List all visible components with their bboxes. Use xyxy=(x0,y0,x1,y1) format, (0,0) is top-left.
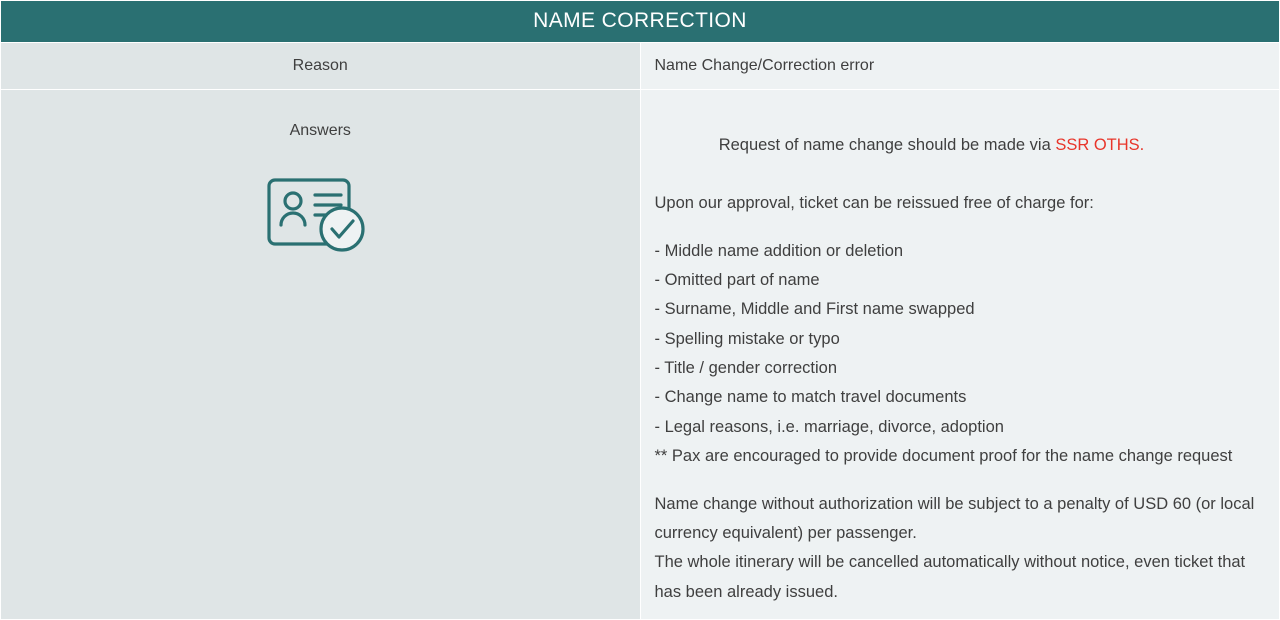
ssr-oths-highlight: SSR OTHS. xyxy=(1055,135,1145,154)
title-row xyxy=(1,1,1280,43)
list-item: - Change name to match travel documents xyxy=(654,388,967,407)
answers-note: ** Pax are encouraged to provide document proof for the name change request xyxy=(654,447,1233,466)
list-item: - Surname, Middle and First name swapped xyxy=(654,300,975,319)
answers-intro-line-1 xyxy=(655,101,1266,189)
list-item: - Middle name addition or deletion xyxy=(654,241,904,260)
answers-cancellation: The whole itinerary will be cancelled automatically without notice, even ticket that has been already issued. xyxy=(654,553,1250,601)
list-item: - Title / gender correction xyxy=(654,359,837,378)
page-title: NAME CORRECTION xyxy=(1,1,1280,43)
reason-row xyxy=(1,43,1280,90)
list-item: - Legal reasons, i.e. marriage, divorce, adoption xyxy=(654,417,1004,436)
reason-label: Reason xyxy=(1,43,641,90)
answers-label-cell xyxy=(1,90,641,620)
answers-intro-prefix: Request of name change should be made via xyxy=(718,135,1056,154)
answers-penalty: Name change without authorization will be subject to a penalty of USD 60 (or local currency equivalent) per passenger. xyxy=(654,494,1259,542)
answers-label-wrap xyxy=(5,102,636,261)
list-item: - Omitted part of name xyxy=(654,270,820,289)
answers-body xyxy=(655,101,1266,607)
answers-value-cell xyxy=(640,90,1280,620)
id-card-check-icon xyxy=(265,166,375,261)
answers-label: Answers xyxy=(289,122,351,140)
answers-intro-line-2: Upon our approval, ticket can be reissued free of charge for: xyxy=(654,194,1094,213)
reason-value: Name Change/Correction error xyxy=(640,43,1280,90)
spacer-2 xyxy=(655,472,1266,490)
list-item: - Spelling mistake or typo xyxy=(654,329,840,348)
answers-row xyxy=(1,90,1280,620)
spacer-1 xyxy=(655,219,1266,237)
